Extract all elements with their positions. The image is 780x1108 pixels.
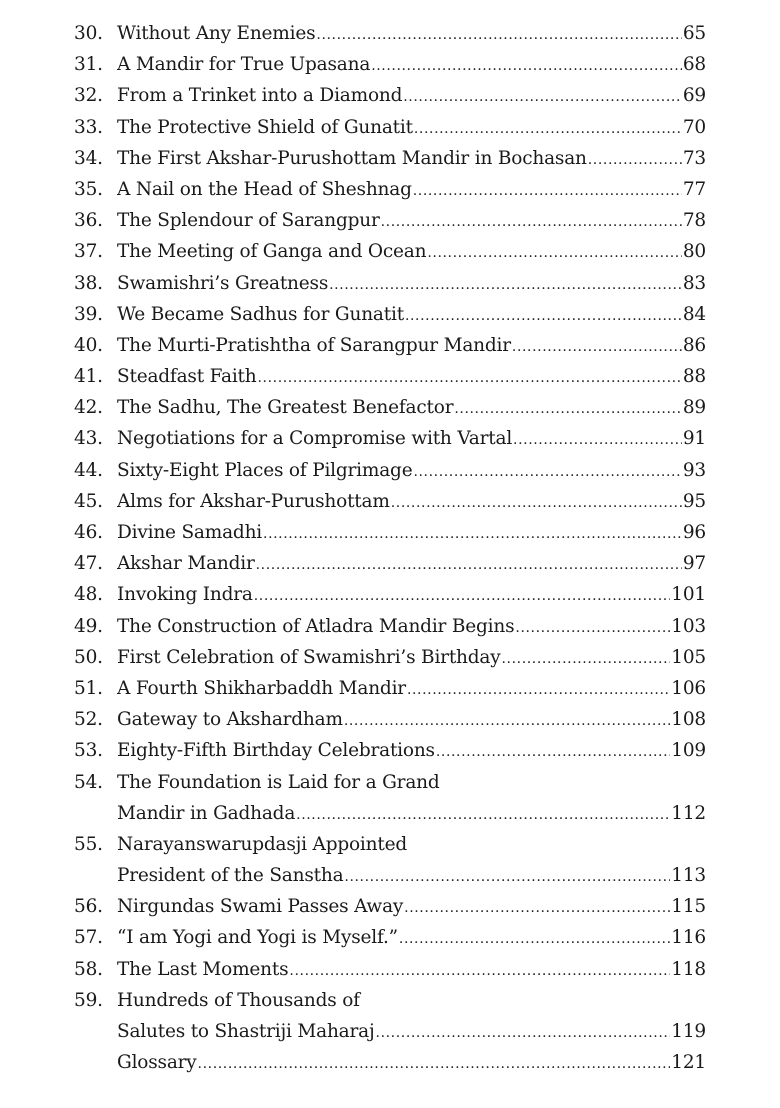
chapter-number: 38. bbox=[74, 272, 103, 294]
page-number: 97 bbox=[682, 553, 706, 575]
dot-leader bbox=[414, 114, 682, 145]
chapter-title: Swamishri’s Greatness bbox=[117, 272, 329, 294]
chapter-title-wrap bbox=[117, 548, 683, 581]
chapter-title: The Construction of Atladra Mandir Begins bbox=[117, 615, 515, 637]
page-number: 109 bbox=[671, 740, 706, 762]
dot-leader bbox=[413, 176, 682, 207]
chapter-title-wrap bbox=[117, 611, 671, 644]
chapter-number: 46. bbox=[74, 522, 103, 543]
toc-entry bbox=[74, 611, 706, 642]
page-number: 68 bbox=[682, 54, 706, 76]
chapter-title-wrap bbox=[117, 392, 683, 425]
chapter-title-wrap bbox=[117, 922, 671, 955]
chapter-number: 44. bbox=[74, 459, 103, 481]
page-number: 121 bbox=[671, 1052, 706, 1074]
chapter-title: The Foundation is Laid for a Grand bbox=[117, 771, 440, 793]
chapter-title-wrap bbox=[117, 268, 683, 301]
chapter-title: Sixty-Eight Places of Pilgrimage bbox=[117, 459, 413, 481]
dot-leader bbox=[289, 956, 670, 987]
chapter-number: 58. bbox=[74, 958, 103, 980]
toc-entry bbox=[74, 579, 706, 610]
toc-entry bbox=[74, 704, 706, 735]
chapter-number: 35. bbox=[74, 178, 103, 200]
chapter-title: President of the Sanstha bbox=[117, 865, 344, 887]
chapter-number: 39. bbox=[74, 303, 103, 325]
toc-entry bbox=[74, 361, 706, 392]
toc-entry bbox=[74, 673, 706, 704]
dot-leader bbox=[344, 706, 670, 737]
chapter-number: 33. bbox=[74, 116, 103, 138]
toc-entry bbox=[74, 423, 706, 454]
chapter-title-wrap bbox=[117, 1016, 671, 1049]
chapter-title-wrap bbox=[117, 80, 683, 113]
toc-entry bbox=[74, 236, 706, 267]
dot-leader bbox=[403, 82, 682, 113]
chapter-number: 45. bbox=[74, 490, 103, 512]
dot-leader bbox=[404, 893, 670, 924]
chapter-number: 41. bbox=[74, 366, 103, 388]
chapter-title: Invoking Indra bbox=[117, 584, 253, 606]
toc-entry bbox=[74, 143, 706, 174]
page-number: 78 bbox=[682, 210, 706, 232]
chapter-title: Nirgundas Swami Passes Away bbox=[117, 896, 404, 918]
dot-leader bbox=[198, 1049, 671, 1080]
chapter-title-wrap bbox=[117, 49, 683, 82]
dot-leader bbox=[515, 613, 670, 644]
page-number: 103 bbox=[671, 615, 706, 637]
page-number: 112 bbox=[671, 802, 706, 824]
toc-entry bbox=[74, 1047, 706, 1078]
chapter-title: Glossary bbox=[117, 1052, 197, 1074]
toc-entry bbox=[74, 642, 706, 673]
chapter-number: 47. bbox=[74, 553, 103, 575]
toc-entry bbox=[74, 205, 706, 236]
chapter-number: 54. bbox=[74, 771, 103, 793]
chapter-title: “I am Yogi and Yogi is Myself.” bbox=[117, 927, 398, 949]
page-number: 89 bbox=[682, 397, 706, 419]
page-number: 69 bbox=[682, 85, 706, 107]
toc-entry bbox=[74, 922, 706, 953]
chapter-title-wrap bbox=[117, 579, 671, 612]
chapter-title-wrap bbox=[117, 299, 683, 332]
dot-leader bbox=[413, 457, 681, 488]
chapter-number: 32. bbox=[74, 85, 103, 107]
chapter-number: 55. bbox=[74, 833, 103, 855]
chapter-title-wrap bbox=[117, 112, 683, 145]
chapter-number: 36. bbox=[74, 210, 103, 232]
chapter-title: Steadfast Faith bbox=[117, 366, 257, 388]
page-number: 115 bbox=[671, 896, 706, 918]
toc-entry bbox=[74, 49, 706, 80]
toc-entry bbox=[74, 486, 706, 517]
toc-entry bbox=[74, 268, 706, 299]
chapter-title: Eighty-Fifth Birthday Celebrations bbox=[117, 740, 435, 762]
page-number: 86 bbox=[682, 334, 706, 356]
chapter-title: The Protective Shield of Gunatit bbox=[117, 116, 413, 138]
toc-entry bbox=[74, 860, 706, 891]
page-number: 93 bbox=[682, 459, 706, 481]
dot-leader bbox=[405, 301, 682, 332]
page-number: 116 bbox=[671, 927, 706, 949]
chapter-title: A Nail on the Head of Sheshnag bbox=[117, 178, 412, 200]
dot-leader bbox=[399, 924, 670, 955]
chapter-title-wrap bbox=[117, 985, 706, 1016]
chapter-title-wrap bbox=[117, 174, 683, 207]
chapter-title: Alms for Akshar-Purushottam bbox=[117, 490, 390, 512]
chapter-number: 34. bbox=[74, 147, 103, 169]
toc-entry bbox=[74, 954, 706, 985]
toc-entry bbox=[74, 829, 706, 860]
toc-entry bbox=[74, 112, 706, 143]
dot-leader bbox=[588, 145, 682, 176]
dot-leader bbox=[263, 519, 682, 550]
toc-entry bbox=[74, 548, 706, 579]
chapter-title: Akshar Mandir bbox=[117, 553, 255, 575]
chapter-title: Gateway to Akshardham bbox=[117, 709, 343, 731]
toc-entry bbox=[74, 985, 706, 1016]
page-number: 119 bbox=[671, 1021, 706, 1042]
chapter-number: 31. bbox=[74, 54, 103, 76]
page-number: 101 bbox=[671, 584, 706, 606]
chapter-title-wrap bbox=[117, 860, 671, 893]
dot-leader bbox=[512, 332, 682, 363]
toc-entry bbox=[74, 299, 706, 330]
chapter-number: 48. bbox=[74, 584, 103, 606]
chapter-number: 37. bbox=[74, 241, 103, 263]
page-number: 70 bbox=[682, 116, 706, 138]
chapter-number: 57. bbox=[74, 927, 103, 949]
chapter-title-wrap bbox=[117, 423, 683, 456]
chapter-title: Divine Samadhi bbox=[117, 522, 263, 543]
chapter-title: The Last Moments bbox=[117, 958, 289, 980]
chapter-title: Without Any Enemies bbox=[117, 23, 316, 44]
dot-leader bbox=[376, 1018, 671, 1049]
chapter-title-wrap bbox=[117, 517, 683, 550]
chapter-number: 42. bbox=[74, 397, 103, 419]
toc-entry bbox=[74, 80, 706, 111]
chapter-title: The Murti-Pratishtha of Sarangpur Mandir bbox=[117, 334, 511, 356]
page-number: 84 bbox=[682, 303, 706, 325]
chapter-number: 52. bbox=[74, 709, 103, 731]
chapter-title: Negotiations for a Compromise with Vartal bbox=[117, 428, 513, 450]
chapter-title-wrap bbox=[117, 361, 683, 394]
page-number: 105 bbox=[671, 646, 706, 668]
page-number: 113 bbox=[671, 865, 706, 887]
chapter-title: We Became Sadhus for Gunatit bbox=[117, 303, 404, 325]
page-number: 91 bbox=[682, 428, 706, 450]
chapter-number: 43. bbox=[74, 428, 103, 450]
chapter-title-wrap bbox=[117, 455, 683, 488]
chapter-title: Narayanswarupdasji Appointed bbox=[117, 833, 407, 855]
chapter-title: A Mandir for True Upasana bbox=[117, 54, 371, 76]
dot-leader bbox=[502, 644, 671, 675]
chapter-number: 56. bbox=[74, 896, 103, 918]
chapter-number: 51. bbox=[74, 677, 103, 699]
toc-entry bbox=[74, 891, 706, 922]
dot-leader bbox=[329, 270, 682, 301]
chapter-title-wrap bbox=[117, 704, 671, 737]
chapter-title: The Splendour of Sarangpur bbox=[117, 210, 380, 232]
dot-leader bbox=[407, 675, 670, 706]
toc-entry bbox=[74, 18, 706, 49]
page-number: 118 bbox=[671, 958, 706, 980]
dot-leader bbox=[427, 238, 682, 269]
chapter-title-wrap bbox=[117, 18, 683, 51]
page-number: 88 bbox=[682, 366, 706, 388]
toc-entry bbox=[74, 455, 706, 486]
dot-leader bbox=[454, 394, 682, 425]
dot-leader bbox=[256, 550, 682, 581]
chapter-title: The Sadhu, The Greatest Benefactor bbox=[117, 397, 454, 419]
dot-leader bbox=[258, 363, 682, 394]
page-number: 77 bbox=[682, 178, 706, 200]
page-number: 73 bbox=[682, 147, 706, 169]
chapter-title-wrap bbox=[117, 236, 683, 269]
chapter-title-wrap bbox=[117, 642, 671, 675]
chapter-title: From a Trinket into a Diamond bbox=[117, 85, 403, 107]
toc-entry bbox=[74, 735, 706, 766]
table-of-contents bbox=[74, 18, 706, 1078]
toc-entry bbox=[74, 174, 706, 205]
toc-entry bbox=[74, 517, 706, 548]
chapter-title-wrap bbox=[117, 954, 671, 987]
chapter-number: 50. bbox=[74, 646, 103, 668]
toc-entry bbox=[74, 330, 706, 361]
chapter-title-wrap bbox=[117, 829, 706, 860]
page-number: 80 bbox=[682, 241, 706, 263]
toc-entry bbox=[74, 392, 706, 423]
dot-leader bbox=[316, 20, 681, 51]
chapter-title-wrap bbox=[117, 330, 683, 363]
page-number: 95 bbox=[682, 490, 706, 512]
dot-leader bbox=[391, 488, 682, 519]
page-number: 108 bbox=[671, 709, 706, 731]
chapter-title-wrap bbox=[117, 143, 683, 176]
dot-leader bbox=[436, 737, 670, 768]
chapter-title-wrap bbox=[117, 767, 706, 798]
chapter-title-wrap bbox=[117, 1047, 671, 1080]
chapter-title: Salutes to Shastriji Maharaj bbox=[117, 1021, 375, 1042]
dot-leader bbox=[254, 581, 671, 612]
toc-entry bbox=[74, 798, 706, 829]
chapter-number: 30. bbox=[74, 23, 103, 44]
chapter-title-wrap bbox=[117, 673, 671, 706]
chapter-number: 59. bbox=[74, 989, 103, 1011]
chapter-title: The First Akshar-Purushottam Mandir in Bochasan bbox=[117, 147, 587, 169]
dot-leader bbox=[381, 207, 682, 238]
chapter-title-wrap bbox=[117, 735, 671, 768]
dot-leader bbox=[371, 51, 682, 82]
page-number: 83 bbox=[682, 272, 706, 294]
toc-entry bbox=[74, 1016, 706, 1047]
chapter-title-wrap bbox=[117, 891, 671, 924]
chapter-title: The Meeting of Ganga and Ocean bbox=[117, 241, 427, 263]
page-number: 96 bbox=[682, 522, 706, 543]
page-number: 65 bbox=[682, 23, 706, 44]
chapter-number: 53. bbox=[74, 740, 103, 762]
dot-leader bbox=[513, 425, 682, 456]
page-number: 106 bbox=[671, 677, 706, 699]
chapter-number: 40. bbox=[74, 334, 103, 356]
chapter-title: First Celebration of Swamishri’s Birthday bbox=[117, 646, 501, 668]
chapter-title: Hundreds of Thousands of bbox=[117, 989, 360, 1011]
dot-leader bbox=[344, 862, 670, 893]
chapter-title-wrap bbox=[117, 205, 683, 238]
chapter-title: Mandir in Gadhada bbox=[117, 802, 296, 824]
chapter-title: A Fourth Shikharbaddh Mandir bbox=[117, 677, 406, 699]
dot-leader bbox=[296, 800, 670, 831]
toc-entry bbox=[74, 767, 706, 798]
chapter-number: 49. bbox=[74, 615, 103, 637]
chapter-title-wrap bbox=[117, 798, 671, 831]
chapter-title-wrap bbox=[117, 486, 683, 519]
